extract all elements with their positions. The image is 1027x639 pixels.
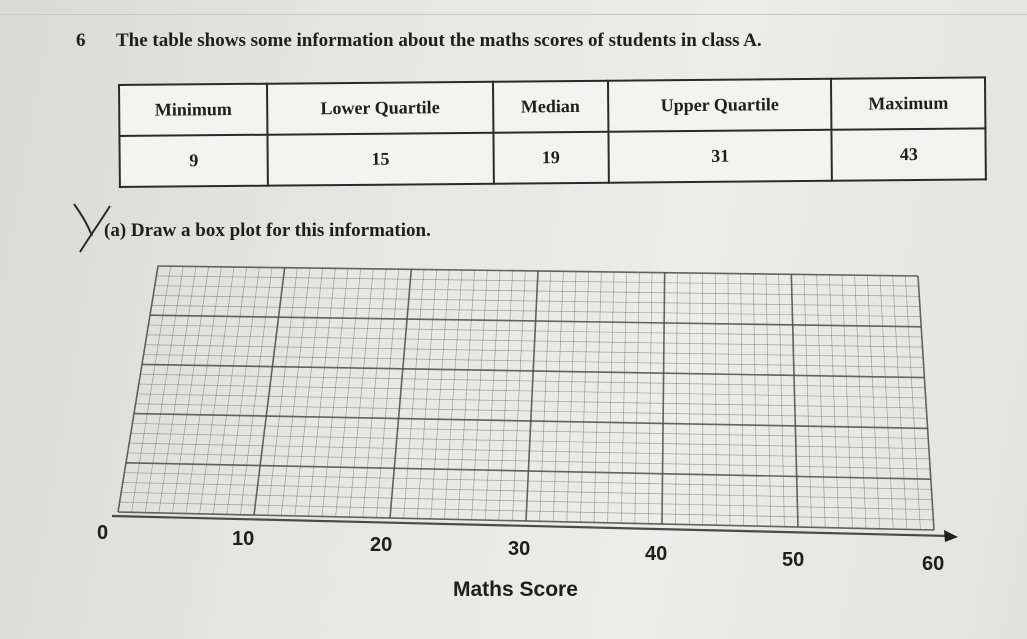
grid-line-vertical — [227, 267, 260, 514]
grid-line-vertical — [621, 272, 626, 523]
grid-line-vertical — [540, 271, 551, 521]
grid-line-vertical — [485, 271, 500, 521]
grid-line-vertical — [376, 269, 398, 518]
grid-line-vertical — [594, 272, 601, 523]
grid-line-vertical — [553, 271, 563, 521]
header-minimum: Minimum — [119, 84, 268, 136]
grid-line-vertical — [779, 274, 785, 527]
axis-tick-20: 20 — [370, 534, 393, 556]
grid-line-vertical — [829, 275, 838, 528]
grid-line-vertical — [390, 269, 411, 518]
value-maximum: 43 — [832, 128, 986, 180]
header-lower-quartile: Lower Quartile — [267, 82, 493, 135]
grid-line-vertical — [817, 275, 826, 528]
grid-line-vertical — [662, 273, 665, 524]
grid-line-vertical — [404, 270, 424, 519]
grid-line-vertical — [580, 272, 588, 523]
grid-line-vertical — [308, 268, 335, 516]
grid-line-vertical — [349, 269, 373, 517]
grid-line-vertical — [880, 276, 893, 530]
grid-line-vertical — [472, 270, 488, 519]
grid-line-vertical — [893, 276, 907, 530]
grid-line-vertical — [867, 275, 879, 528]
grid-line-vertical — [200, 267, 234, 514]
grid-line-vertical — [240, 268, 272, 515]
axis-tick-50: 50 — [782, 549, 805, 571]
axis-tick-30: 30 — [508, 538, 531, 560]
grid-line-vertical — [635, 272, 640, 523]
axis-tick-10: 10 — [232, 528, 255, 550]
axis-tick-40: 40 — [645, 543, 668, 565]
grid-line-vertical — [608, 272, 614, 523]
grid-line-vertical — [512, 271, 525, 521]
grid-line-vertical — [118, 266, 158, 512]
grid-line-vertical — [741, 274, 744, 526]
grid-line-vertical — [336, 269, 361, 517]
grid-line-vertical — [715, 273, 716, 525]
grid-line-vertical — [526, 271, 538, 521]
header-maximum: Maximum — [831, 77, 985, 129]
grid-line-vertical — [186, 267, 221, 514]
grid-line-vertical — [567, 272, 576, 522]
grid-line-vertical — [766, 274, 771, 526]
grid-line-vertical — [499, 271, 513, 521]
grid-line-vertical — [295, 268, 323, 516]
grid-line-vertical — [804, 275, 812, 528]
grid-line-vertical — [791, 274, 798, 527]
grid-line-vertical — [322, 269, 348, 517]
grid-line-vertical — [458, 270, 475, 519]
x-axis-arrowhead — [944, 530, 958, 542]
header-upper-quartile: Upper Quartile — [608, 79, 832, 132]
header-median: Median — [492, 81, 608, 133]
grid-line-vertical — [753, 274, 757, 526]
question-number: 6 — [76, 30, 86, 51]
grid-line-vertical — [648, 273, 652, 524]
grid-line-vertical — [905, 276, 920, 530]
value-median: 19 — [493, 132, 609, 184]
grid-line-vertical — [842, 275, 852, 528]
grid-line-vertical — [281, 268, 310, 516]
axis-tick-0: 0 — [97, 522, 109, 544]
grid-line-vertical — [254, 268, 285, 515]
value-minimum: 9 — [119, 135, 268, 187]
grid-line-vertical — [855, 275, 866, 528]
grid-line-vertical — [213, 267, 246, 514]
value-lower-quartile: 15 — [268, 133, 494, 186]
axis-tick-60: 60 — [922, 553, 945, 575]
grid-line-vertical — [918, 276, 934, 530]
value-upper-quartile: 31 — [608, 130, 832, 183]
axis-label: Maths Score — [453, 578, 578, 601]
part-a-instruction: (a) Draw a box plot for this information. — [104, 220, 431, 241]
grid-line-vertical — [728, 274, 730, 526]
grid-line-vertical — [444, 270, 462, 519]
grid-line-vertical — [363, 269, 386, 517]
grid-line-vertical — [268, 268, 298, 515]
grid-line-vertical — [676, 273, 678, 524]
grid-line-vertical — [689, 273, 690, 525]
question-text: The table shows some information about the maths scores of students in class A. — [116, 30, 762, 51]
